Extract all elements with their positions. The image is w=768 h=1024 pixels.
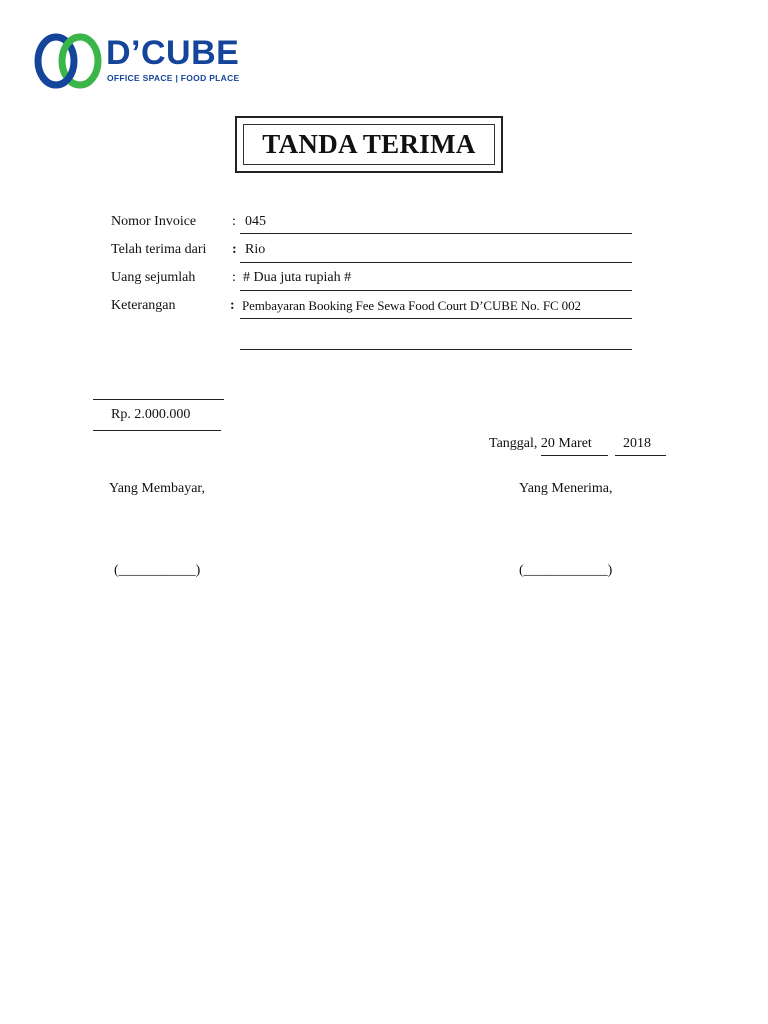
payer-signature-line: (___________)	[114, 563, 201, 578]
title-inner-frame	[243, 124, 495, 165]
logo-tagline: OFFICE SPACE | FOOD PLACE	[107, 73, 240, 83]
description-value: Pembayaran Booking Fee Sewa Food Court D’CUBE No. FC 002	[242, 298, 581, 313]
title-box	[235, 116, 503, 173]
date-label: Tanggal, 20 Maret	[489, 436, 592, 451]
amount-top-line	[93, 399, 224, 400]
invoice-number-colon: :	[232, 214, 236, 229]
receiver-label: Yang Menerima,	[519, 481, 613, 496]
received-from-value: Rio	[245, 242, 266, 257]
received-from-colon: :	[232, 242, 237, 257]
amount-words-value: # Dua juta rupiah #	[243, 270, 352, 285]
description-continuation-line	[240, 349, 632, 350]
amount-words-label: Uang sejumlah	[111, 270, 196, 285]
invoice-number-value: 045	[245, 214, 266, 229]
dcube-logo-icon	[34, 30, 104, 92]
date-year: 2018	[623, 436, 651, 451]
invoice-number-label: Nomor Invoice	[111, 214, 197, 229]
logo-wordmark: D’CUBE	[106, 34, 240, 72]
amount-words-colon: :	[232, 270, 236, 285]
amount-words-underline	[240, 290, 632, 291]
description-label: Keterangan	[111, 298, 176, 313]
date-year-underline	[615, 455, 666, 456]
company-logo	[34, 30, 240, 92]
payer-label: Yang Membayar,	[109, 481, 206, 496]
received-from-label: Telah terima dari	[111, 242, 207, 257]
description-colon: :	[230, 298, 235, 313]
receiver-signature-line: (____________)	[519, 563, 613, 578]
received-from-underline	[240, 262, 632, 263]
amount-bottom-line	[93, 430, 221, 431]
invoice-number-underline	[240, 233, 632, 234]
document-title: TANDA TERIMA	[262, 129, 476, 159]
date-day-month-underline	[541, 455, 608, 456]
amount-figure: Rp. 2.000.000	[111, 407, 191, 422]
description-underline	[240, 318, 632, 319]
